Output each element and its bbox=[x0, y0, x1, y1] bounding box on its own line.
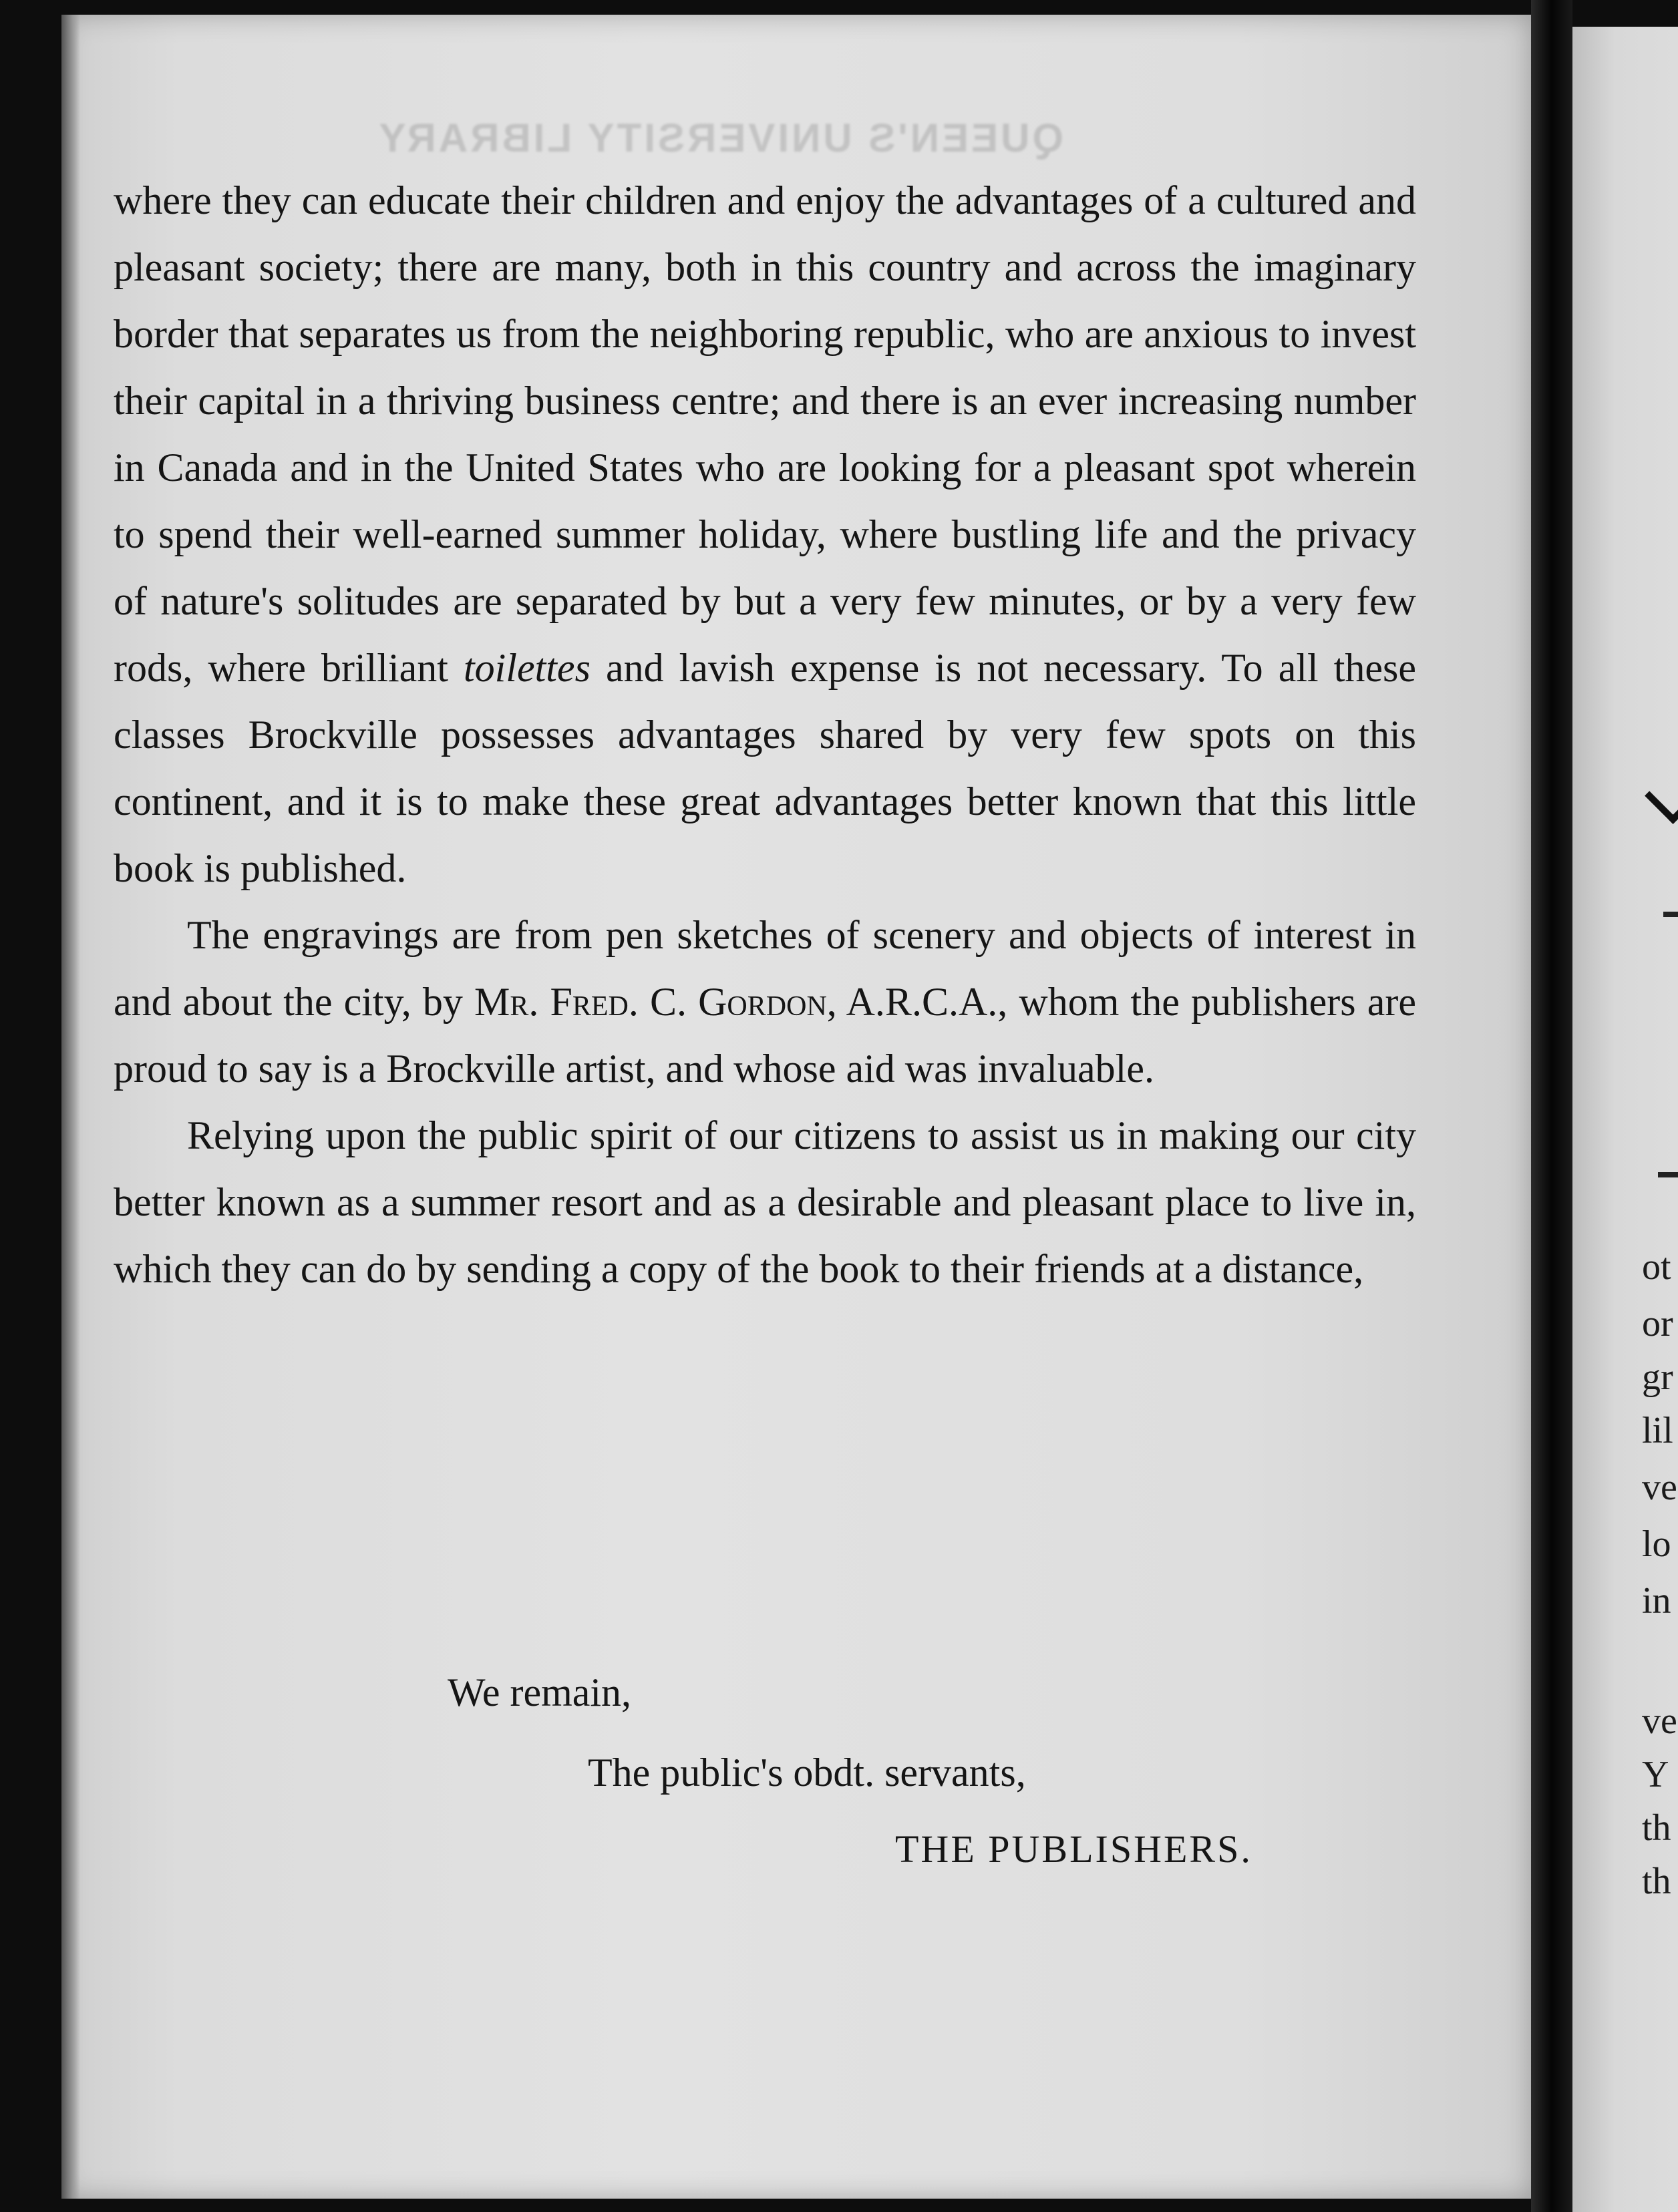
right-fragment: Y bbox=[1642, 1754, 1669, 1795]
paragraph-3: Relying upon the public spirit of our citizens to assist us in making our city better known as a summer resort and as a desirable and pleasant place to live in, which they can do by sending a copy of the book to their friends at a distance, bbox=[114, 1113, 1416, 1291]
artist-name: Mr. Fred. C. Gordon bbox=[474, 980, 827, 1024]
paragraph-1-text-b: and lavish expense is not necessary. To all these classes Brockville possesses advantages shared by very few spots on this continent, and it is to make these great advantages better known that this little book is published. bbox=[114, 646, 1416, 890]
library-stamp: QUEEN'S UNIVERSITY LIBRARY bbox=[376, 116, 1063, 160]
book-gutter bbox=[1531, 0, 1572, 2212]
right-fragment: or bbox=[1642, 1303, 1673, 1344]
paragraph-2-text-a: The engravings are from pen sketches of scenery and objects of interest in and about the city, by bbox=[114, 913, 1416, 1024]
right-fragment: lil bbox=[1642, 1410, 1673, 1451]
dash-ornament-2 bbox=[1658, 1172, 1678, 1177]
right-fragment: th bbox=[1642, 1807, 1671, 1849]
right-fragment: ot bbox=[1642, 1246, 1671, 1288]
right-fragment: gr bbox=[1642, 1356, 1673, 1398]
closing-remain: We remain, bbox=[448, 1670, 632, 1714]
right-fragment: ve bbox=[1642, 1700, 1677, 1742]
paragraph-1 bbox=[114, 167, 1416, 902]
paragraph-1-text-a: where they can educate their children and enjoy the advantages of a cultured and pleasant society; there are many, both in this country and across the imaginary border that separates us from the neighboring republic, who are anxious to invest their capital in a thriving business centre; and there is an ever increasing number in Canada and in the United States who are looking for a pleasant spot wherein to spend their well-earned summer holiday, where bustling life and the privacy of nature's solitudes are separated by but a very few minutes, or by a very few rods, where brilliant bbox=[114, 178, 1416, 690]
paragraph-2 bbox=[114, 902, 1416, 1102]
paragraph-1-italic: toilettes bbox=[463, 646, 591, 690]
body-text bbox=[114, 167, 1416, 1302]
closing-servants: The public's obdt. servants, bbox=[588, 1750, 1026, 1795]
right-fragment: th bbox=[1642, 1861, 1671, 1902]
right-fragment: ve bbox=[1642, 1467, 1677, 1508]
paragraph-2-text-b: , A.R.C.A., whom the publishers are proud to say is a Brockville artist, and whose aid was invaluable. bbox=[114, 980, 1417, 1091]
dash-ornament bbox=[1663, 912, 1678, 917]
closing-signature: THE PUBLISHERS. bbox=[895, 1827, 1252, 1871]
right-fragment: lo bbox=[1642, 1523, 1671, 1565]
right-fragment: in bbox=[1642, 1580, 1671, 1622]
